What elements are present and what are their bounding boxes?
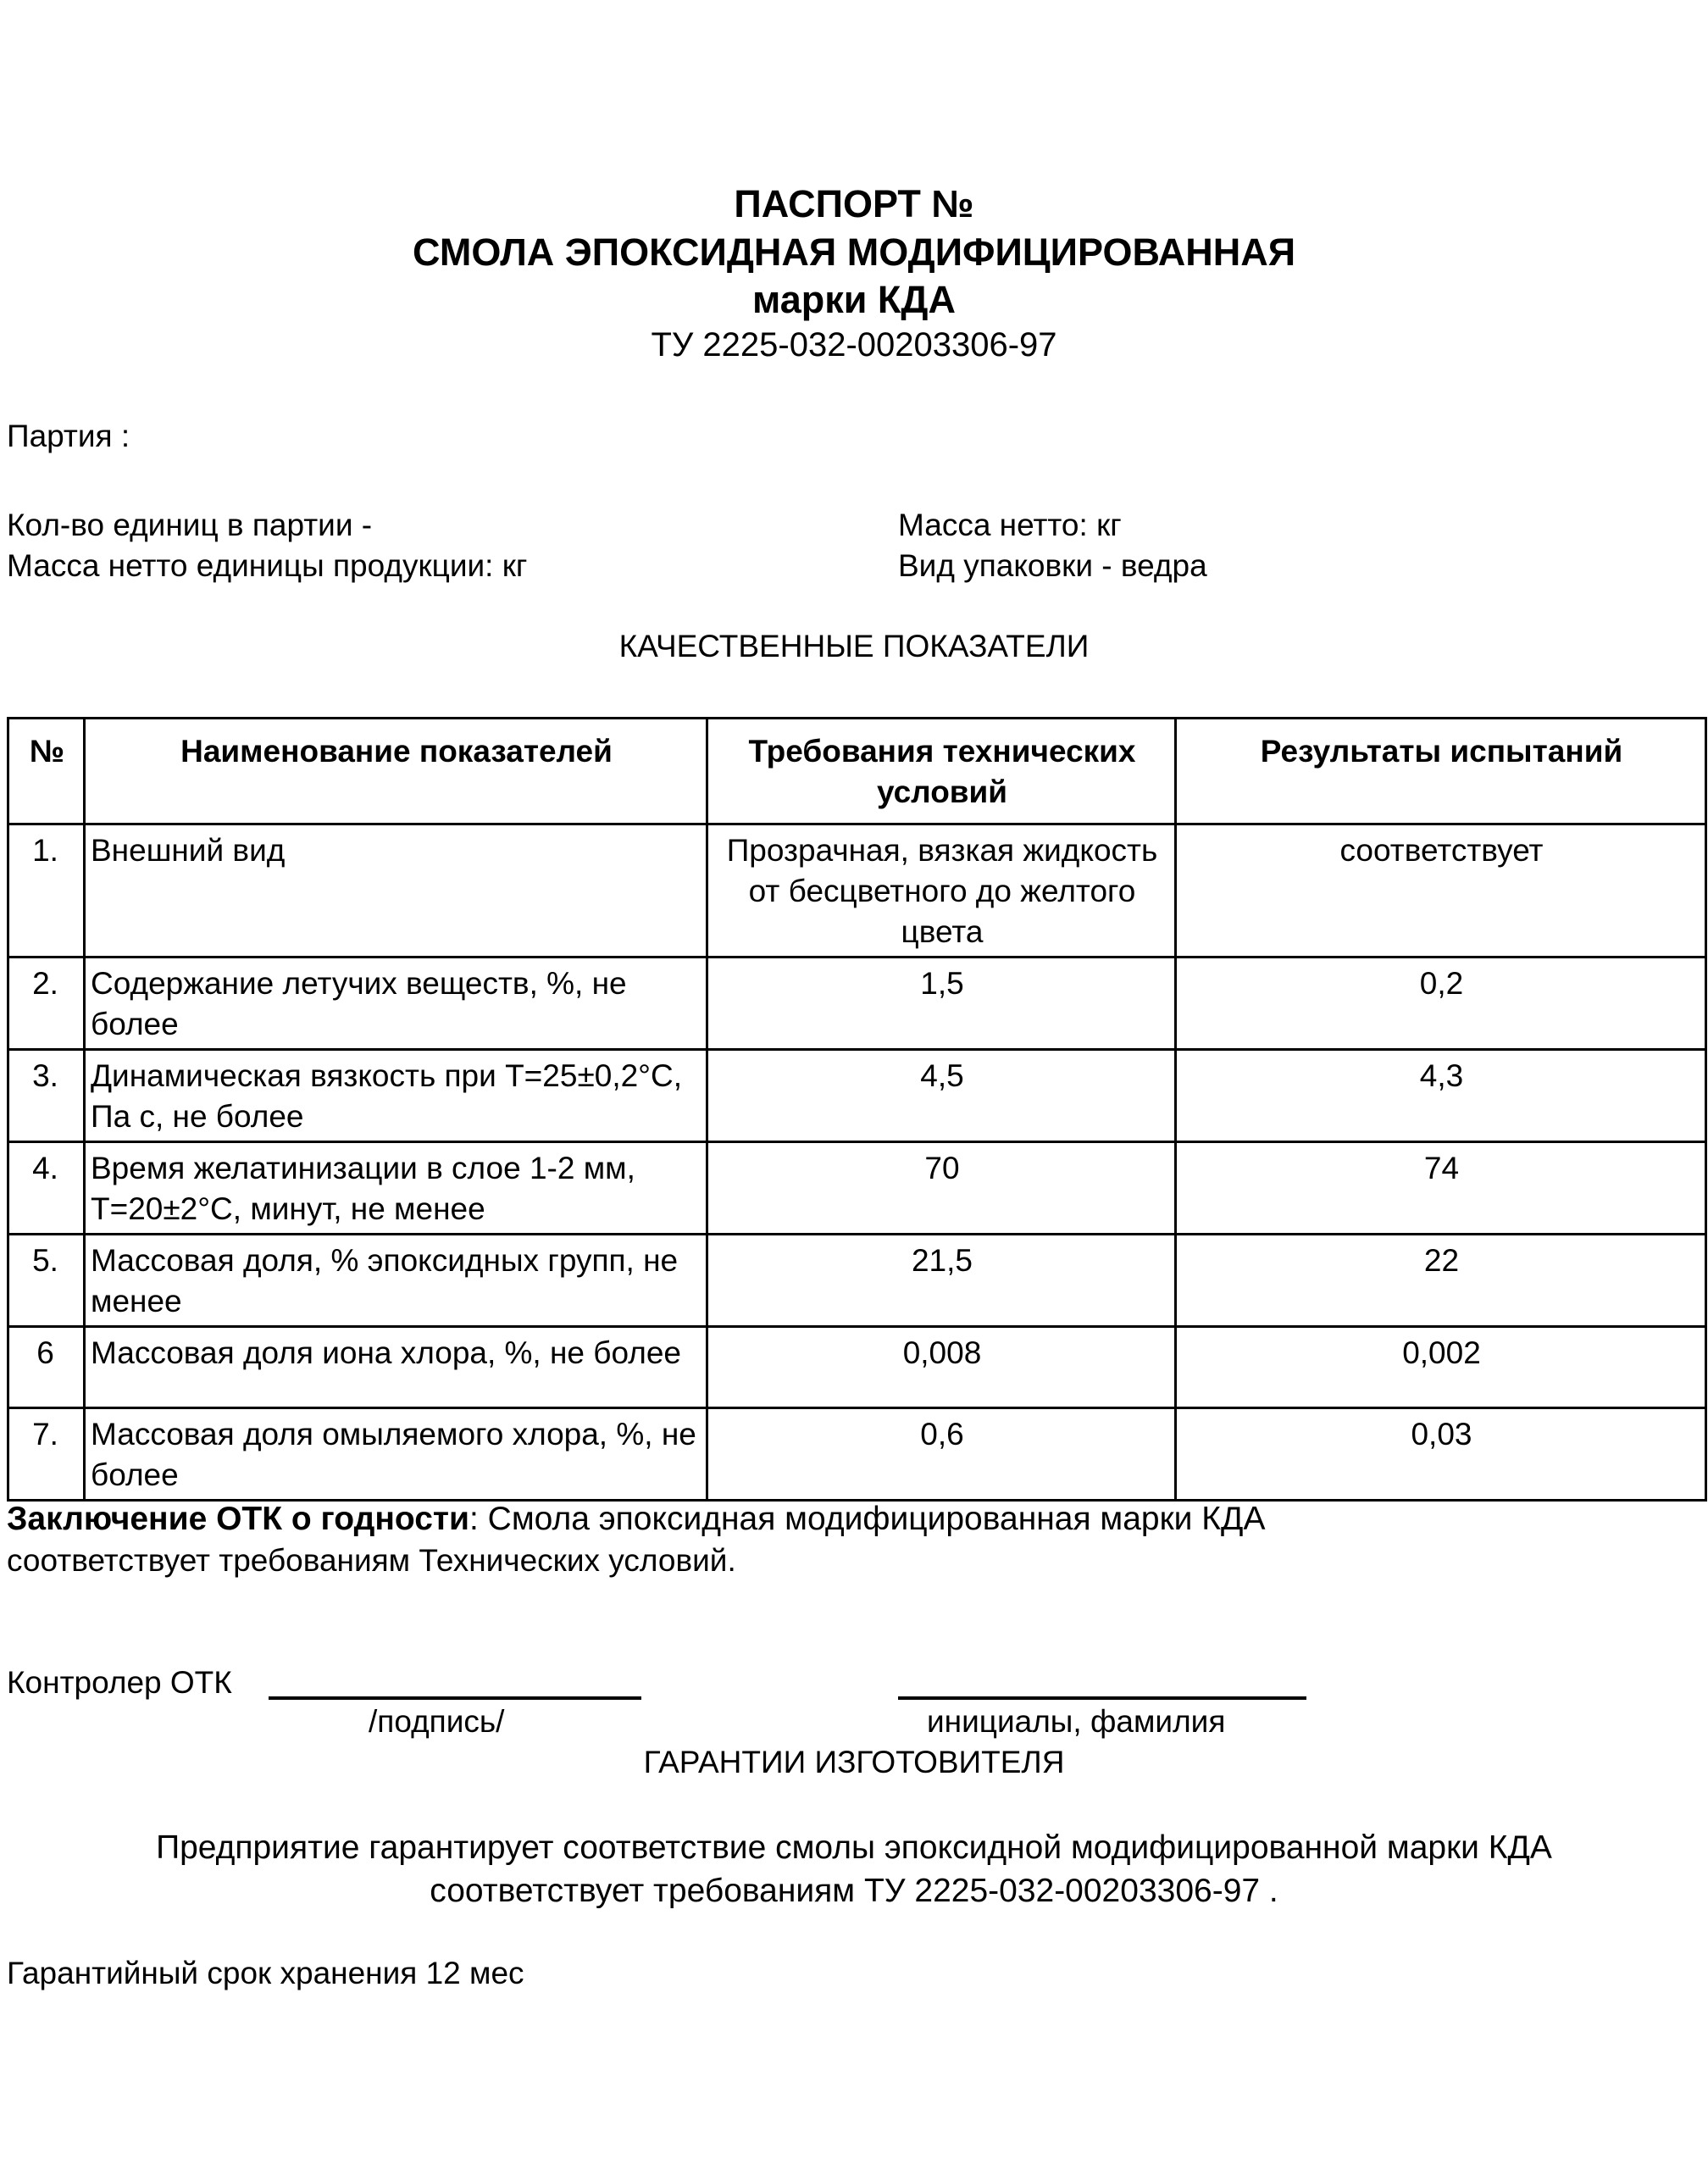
- table-row: [8, 824, 1706, 958]
- requirement-value: Прозрачная, вязкая жидкость от бесцветного до желтого цвета: [707, 824, 1176, 958]
- row-number: 1.: [8, 824, 85, 958]
- indicator-name: Массовая доля иона хлора, %, не более: [85, 1327, 707, 1408]
- units-label: Кол-во единиц в партии -: [7, 508, 373, 542]
- guarantee-line1: Предприятие гарантирует соответствие смолы эпоксидной модифицированной марки КДА: [156, 1829, 1552, 1866]
- col-header-result: Результаты испытаний: [1176, 719, 1706, 824]
- unit-mass-label: Масса нетто единицы продукции: кг: [7, 548, 528, 583]
- indicator-name: Время желатинизации в слое 1-2 мм, Т=20±2°С, минут, не менее: [85, 1142, 707, 1235]
- signature-line: [269, 1696, 641, 1700]
- packaging-label: Вид упаковки - ведра: [898, 548, 1207, 583]
- indicator-name: Массовая доля омыляемого хлора, %, не более: [85, 1408, 707, 1501]
- table-row: [8, 1408, 1706, 1501]
- result-value: соответствует: [1176, 824, 1706, 958]
- document-title: ПАСПОРТ №: [734, 182, 974, 225]
- shelf-life: Гарантийный срок хранения 12 мес: [7, 1956, 524, 1990]
- row-number: 7.: [8, 1408, 85, 1501]
- table-row: [8, 958, 1706, 1050]
- conclusion-line2: соответствует требованиям Технических условий.: [7, 1543, 736, 1578]
- row-number: 6: [8, 1327, 85, 1408]
- result-value: 74: [1176, 1142, 1706, 1235]
- indicator-name: Массовая доля, % эпоксидных групп, не менее: [85, 1235, 707, 1327]
- guarantee-line2: соответствует требованиям ТУ 2225-032-00203306-97 .: [430, 1873, 1278, 1909]
- row-number: 2.: [8, 958, 85, 1050]
- result-value: 0,2: [1176, 958, 1706, 1050]
- table-row: [8, 1050, 1706, 1142]
- name-line: [898, 1696, 1306, 1700]
- table-row: [8, 1142, 1706, 1235]
- conclusion-label: Заключение ОТК о годности: [7, 1501, 469, 1537]
- quality-heading: КАЧЕСТВЕННЫЕ ПОКАЗАТЕЛИ: [618, 629, 1090, 663]
- quality-table: [7, 717, 1707, 1502]
- col-header-requirement: Требования технических условий: [707, 719, 1176, 824]
- requirement-value: 4,5: [707, 1050, 1176, 1142]
- party-label: Партия :: [7, 419, 130, 453]
- indicator-name: Внешний вид: [85, 824, 707, 958]
- requirement-value: 1,5: [707, 958, 1176, 1050]
- product-name: СМОЛА ЭПОКСИДНАЯ МОДИФИЦИРОВАННАЯ: [412, 230, 1296, 274]
- spec-number: ТУ 2225-032-00203306-97: [651, 326, 1057, 364]
- name-caption: инициалы, фамилия: [927, 1704, 1226, 1739]
- row-number: 4.: [8, 1142, 85, 1235]
- result-value: 22: [1176, 1235, 1706, 1327]
- result-value: 0,03: [1176, 1408, 1706, 1501]
- requirement-value: 21,5: [707, 1235, 1176, 1327]
- conclusion-text: : Смола эпоксидная модифицированная марки КДА: [469, 1501, 1266, 1537]
- requirement-value: 70: [707, 1142, 1176, 1235]
- product-grade: марки КДА: [752, 278, 956, 321]
- table-row: [8, 1327, 1706, 1408]
- net-mass-label: Масса нетто: кг: [898, 508, 1122, 542]
- table-header-row: [8, 719, 1706, 824]
- guarantee-heading: ГАРАНТИИ ИЗГОТОВИТЕЛЯ: [643, 1745, 1065, 1779]
- col-header-no: №: [8, 719, 85, 824]
- requirement-value: 0,008: [707, 1327, 1176, 1408]
- row-number: 3.: [8, 1050, 85, 1142]
- conclusion-line1: [7, 1499, 1265, 1540]
- result-value: 4,3: [1176, 1050, 1706, 1142]
- controller-label: Контролер ОТК: [7, 1665, 232, 1700]
- result-value: 0,002: [1176, 1327, 1706, 1408]
- row-number: 5.: [8, 1235, 85, 1327]
- requirement-value: 0,6: [707, 1408, 1176, 1501]
- indicator-name: Динамическая вязкость при Т=25±0,2°С, Па с, не более: [85, 1050, 707, 1142]
- table-row: [8, 1235, 1706, 1327]
- signature-caption: /подпись/: [369, 1704, 505, 1739]
- indicator-name: Содержание летучих веществ, %, не более: [85, 958, 707, 1050]
- col-header-name: Наименование показателей: [85, 719, 707, 824]
